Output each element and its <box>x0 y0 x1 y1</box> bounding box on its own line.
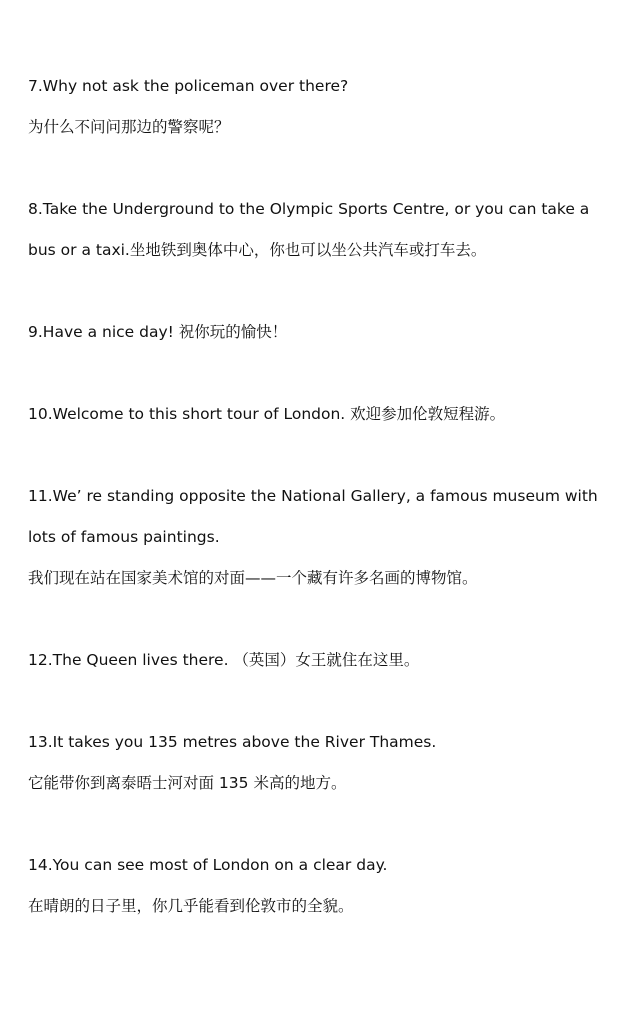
sentence-13-chinese: 它能带你到离泰晤士河对面 135 米高的地方。 <box>28 774 347 792</box>
sentence-11-chinese: 我们现在站在国家美术馆的对面——一个藏有许多名画的博物馆。 <box>28 569 478 587</box>
sentence-11-english-line-2: lots of famous paintings. <box>28 528 220 546</box>
sentence-7-chinese: 为什么不问问那边的警察呢？ <box>28 118 230 136</box>
sentence-8-english-chinese: bus or a taxi.坐地铁到奥体中心，你也可以坐公共汽车或打车去。 <box>28 241 487 259</box>
sentence-8-english-line-1: 8.Take the Underground to the Olympic Sports Centre, or you can take a <box>28 200 590 218</box>
sentence-7-english: 7.Why not ask the policeman over there? <box>28 77 349 95</box>
sentence-12: 12.The Queen lives there. （英国）女王就住在这里。 <box>28 651 420 669</box>
sentence-9: 9.Have a nice day! 祝你玩的愉快！ <box>28 323 288 341</box>
sentence-14-chinese: 在晴朗的日子里，你几乎能看到伦敦市的全貌。 <box>28 897 354 915</box>
sentence-14-english: 14.You can see most of London on a clear day. <box>28 856 388 874</box>
sentence-13-english: 13.It takes you 135 metres above the River Thames. <box>28 733 437 751</box>
sentence-10: 10.Welcome to this short tour of London. 欢迎参加伦敦短程游。 <box>28 405 506 423</box>
sentence-11-english-line-1: 11.We’ re standing opposite the National Gallery, a famous museum with <box>28 487 598 505</box>
